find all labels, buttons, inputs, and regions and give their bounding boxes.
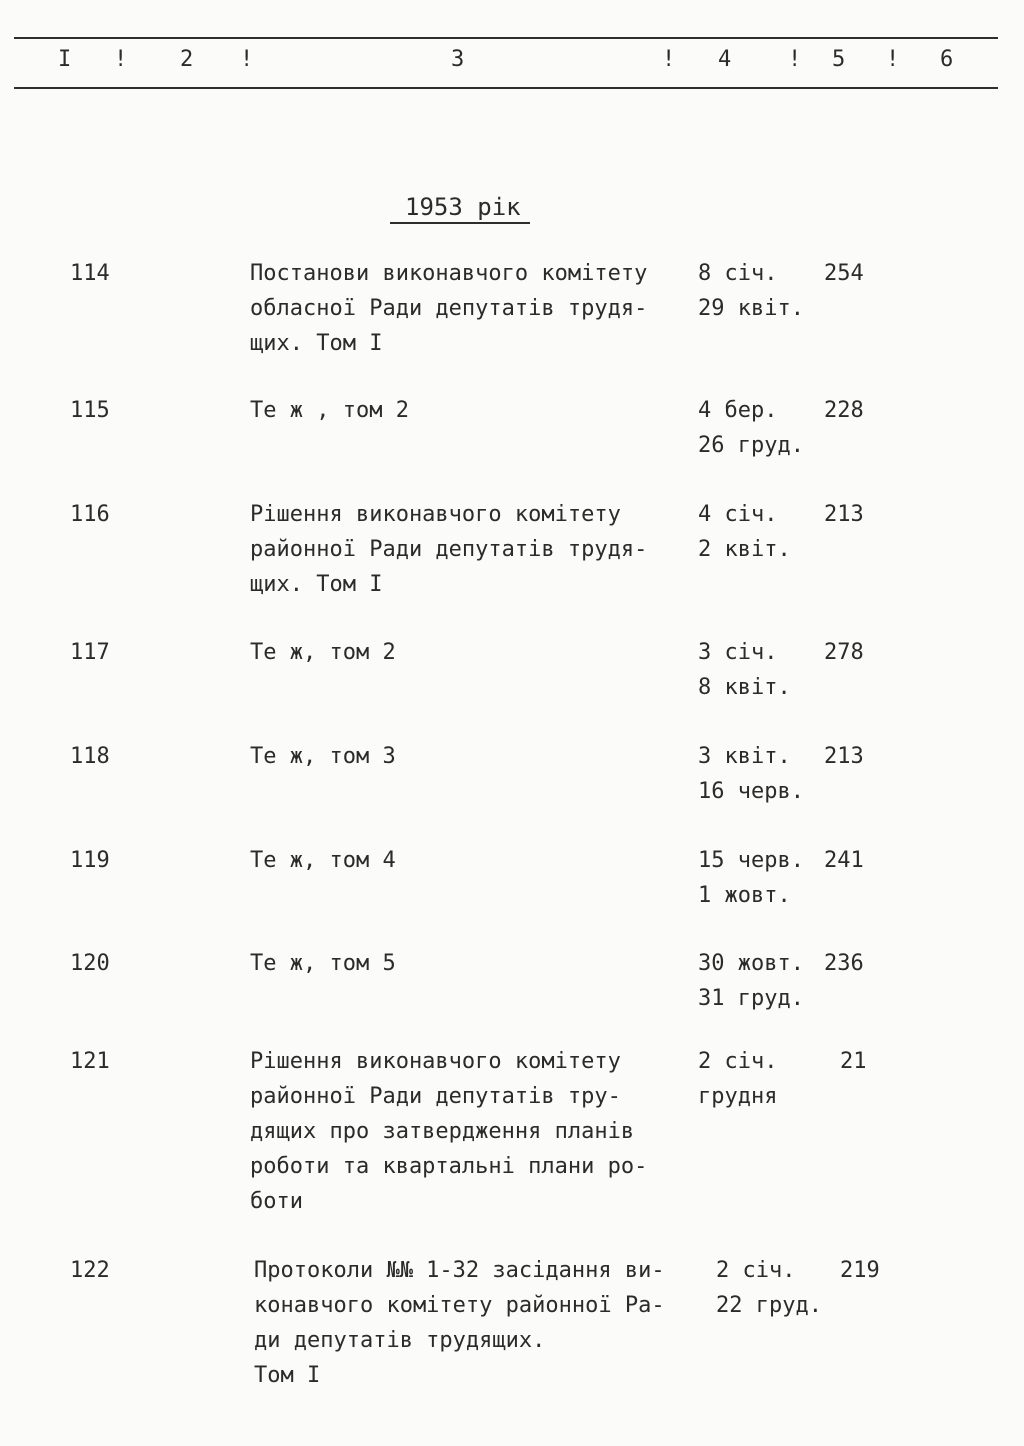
entry-title — [250, 635, 700, 670]
column-header-6: 6 — [940, 47, 954, 72]
entry-number: 115 — [70, 398, 110, 423]
entry-number: 117 — [70, 640, 110, 665]
entry-title — [250, 946, 700, 981]
entry-start-date: 30 жовт. — [698, 951, 804, 976]
year-heading: 1953 рік — [405, 193, 521, 221]
entry-start-date: 8 січ. — [698, 261, 778, 286]
entry-sheet-count: 213 — [824, 502, 864, 527]
header-bottom-rule — [14, 87, 998, 89]
year-heading-underline — [390, 222, 530, 224]
entry-number: 121 — [70, 1049, 110, 1074]
entry-title — [250, 1044, 700, 1219]
entry-start-date: 15 черв. — [698, 848, 804, 873]
entry-start-date: 2 січ. — [716, 1258, 796, 1283]
entry-sheet-count: 219 — [840, 1258, 880, 1283]
entry-title — [250, 256, 700, 361]
entry-title-line: Протоколи №№ 1-32 засідання ви- — [254, 1258, 665, 1283]
entry-title-line: районної Ради депутатів трудя- — [250, 537, 648, 562]
column-header-2: 2 — [180, 47, 194, 72]
entry-sheet-count: 213 — [824, 744, 864, 769]
entry-dates — [698, 843, 828, 913]
entry-end-date: 22 груд. — [716, 1293, 822, 1318]
entry-title-line: боти — [250, 1189, 303, 1214]
entry-title-line: Те ж , том 2 — [250, 398, 409, 423]
entry-title-line: ди депутатів трудящих. — [254, 1328, 546, 1353]
entry-number: 122 — [70, 1258, 110, 1283]
entry-title-line: щих. Том I — [250, 331, 383, 356]
entry-dates — [698, 497, 828, 567]
entry-start-date: 2 січ. — [698, 1049, 778, 1074]
entry-number: 119 — [70, 848, 110, 873]
entry-number: 114 — [70, 261, 110, 286]
entry-title-line: дящих про затвердження планів — [250, 1119, 635, 1144]
entry-title-line: Рішення виконавчого комітету — [250, 502, 621, 527]
entry-number: 116 — [70, 502, 110, 527]
entry-title — [254, 1253, 704, 1393]
entry-sheet-count: 236 — [824, 951, 864, 976]
entry-dates — [698, 635, 828, 705]
entry-title-line: Рішення виконавчого комітету — [250, 1049, 621, 1074]
entry-title-line: роботи та квартальні плани ро- — [250, 1154, 648, 1179]
entry-end-date: 16 черв. — [698, 779, 804, 804]
entry-end-date: 8 квіт. — [698, 675, 791, 700]
entry-end-date: 1 жовт. — [698, 883, 791, 908]
entry-dates — [698, 739, 828, 809]
entry-sheet-count: 228 — [824, 398, 864, 423]
entry-title-line: Те ж, том 5 — [250, 951, 396, 976]
entry-start-date: 3 січ. — [698, 640, 778, 665]
entry-title-line: обласної Ради депутатів трудя- — [250, 296, 648, 321]
entry-start-date: 4 січ. — [698, 502, 778, 527]
entry-end-date: 31 груд. — [698, 986, 804, 1011]
entry-title-line: Том I — [254, 1363, 321, 1388]
entry-start-date: 4 бер. — [698, 398, 778, 423]
entry-title — [250, 393, 700, 428]
column-separator: ! — [662, 47, 676, 72]
column-separator: ! — [788, 47, 802, 72]
entry-sheet-count: 21 — [840, 1049, 867, 1074]
entry-dates — [698, 256, 828, 326]
entry-end-date: 2 квіт. — [698, 537, 791, 562]
column-header-5: 5 — [832, 47, 846, 72]
entry-title-line: Те ж, том 3 — [250, 744, 396, 769]
column-header-4: 4 — [718, 47, 732, 72]
entry-title-line: конавчого комітету районної Ра- — [254, 1293, 665, 1318]
column-separator: ! — [240, 47, 254, 72]
entry-dates — [698, 393, 828, 463]
entry-number: 118 — [70, 744, 110, 769]
header-top-rule — [14, 37, 998, 39]
entry-title-line: районної Ради депутатів тру- — [250, 1084, 621, 1109]
entry-title-line: Постанови виконавчого комітету — [250, 261, 648, 286]
column-separator: ! — [114, 47, 128, 72]
entry-number: 120 — [70, 951, 110, 976]
entry-start-date: 3 квіт. — [698, 744, 791, 769]
entry-end-date: 29 квіт. — [698, 296, 804, 321]
entry-dates — [698, 1044, 828, 1114]
entry-dates — [698, 946, 828, 1016]
entry-sheet-count: 254 — [824, 261, 864, 286]
entry-title-line: Те ж, том 2 — [250, 640, 396, 665]
entry-title — [250, 497, 700, 602]
entry-dates — [716, 1253, 846, 1323]
entry-title — [250, 843, 700, 878]
entry-title — [250, 739, 700, 774]
entry-sheet-count: 278 — [824, 640, 864, 665]
entry-sheet-count: 241 — [824, 848, 864, 873]
column-separator: ! — [886, 47, 900, 72]
entry-title-line: Те ж, том 4 — [250, 848, 396, 873]
entry-end-date: 26 груд. — [698, 433, 804, 458]
entry-title-line: щих. Том I — [250, 572, 383, 597]
column-header-3: 3 — [451, 47, 465, 72]
entry-end-date: грудня — [698, 1084, 778, 1109]
column-header-1: I — [58, 47, 72, 72]
